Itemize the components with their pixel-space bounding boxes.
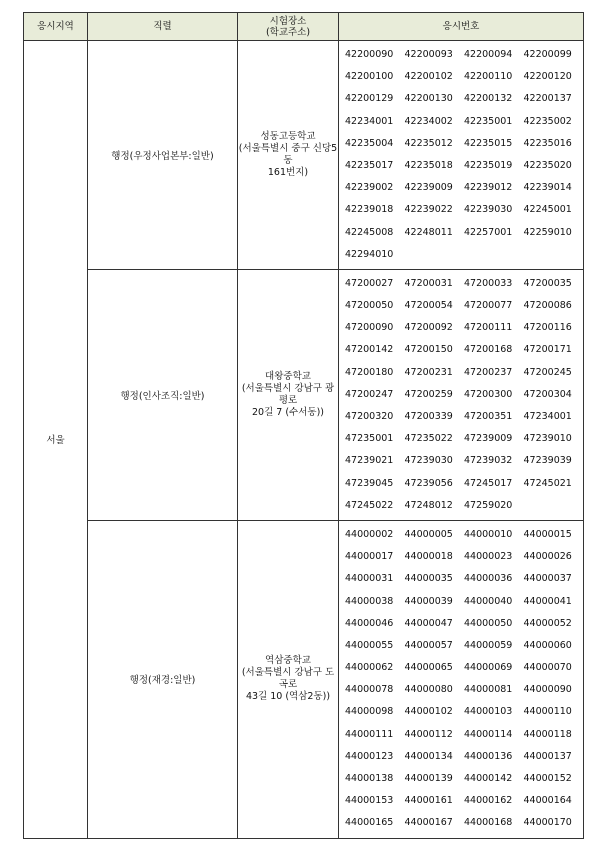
exam-number: 44000052: [523, 617, 572, 629]
exam-number: 47200247: [345, 388, 394, 400]
exam-number: 47200259: [404, 388, 453, 400]
exam-numbers-cell: [339, 41, 584, 270]
exam-number: 47200111: [464, 322, 513, 334]
venue-line: 역삼중학교: [265, 655, 311, 667]
exam-number: 44000023: [464, 551, 513, 563]
exam-number: 42200132: [464, 93, 513, 105]
exam-number: 44000017: [345, 551, 394, 563]
exam-number: 47239032: [464, 455, 513, 467]
header-venue-line2: (학교주소): [265, 26, 311, 38]
exam-number: 42200100: [345, 71, 394, 83]
exam-number: 44000103: [464, 706, 513, 718]
exam-number: 44000102: [404, 706, 453, 718]
exam-number: 44000069: [464, 662, 513, 674]
exam-number: 42200093: [404, 49, 453, 60]
header-venue: [238, 13, 339, 41]
exam-number: 44000161: [404, 795, 453, 807]
exam-number: 44000164: [523, 795, 572, 807]
exam-number: 47200092: [404, 322, 453, 334]
exam-number: 44000168: [464, 817, 513, 829]
exam-number: 44000080: [404, 684, 453, 696]
exam-number: 47239045: [345, 477, 394, 489]
exam-number: 42235017: [345, 159, 394, 171]
exam-number: 42200094: [464, 49, 513, 60]
exam-number: 47200237: [464, 366, 513, 378]
exam-number: 47239056: [404, 477, 453, 489]
exam-number: 42234001: [345, 115, 394, 127]
exam-number: 44000041: [523, 595, 572, 607]
position-cell: 행정(우정사업본부:일반): [88, 41, 238, 270]
exam-number: 47200033: [464, 277, 513, 289]
exam-number: 42200130: [404, 93, 453, 105]
exam-numbers-cell: [339, 520, 584, 838]
exam-number: 44000015: [523, 528, 572, 540]
exam-number: 44000153: [345, 795, 394, 807]
exam-number: 42248011: [404, 226, 453, 238]
exam-number: 42200129: [345, 93, 394, 105]
exam-number: 47235001: [345, 433, 394, 445]
exam-number: 44000057: [404, 639, 453, 651]
exam-number: 42259010: [523, 226, 572, 238]
exam-number: 42235018: [404, 159, 453, 171]
position-cell: 행정(재경:일반): [88, 520, 238, 838]
exam-number: 44000039: [404, 595, 453, 607]
exam-number: 44000162: [464, 795, 513, 807]
exam-number: 44000060: [523, 639, 572, 651]
header-region: 응시지역: [24, 13, 88, 41]
exam-number: 44000134: [404, 750, 453, 762]
exam-number: 42200102: [404, 71, 453, 83]
exam-number: 44000098: [345, 706, 394, 718]
exam-number: 42239012: [464, 182, 513, 194]
exam-number: 47245017: [464, 477, 513, 489]
exam-number: 47234001: [523, 411, 572, 422]
exam-number: 47239039: [523, 455, 572, 467]
exam-number: 42239030: [464, 204, 513, 216]
exam-number: 42235001: [464, 115, 513, 127]
exam-number: 42234002: [404, 115, 453, 127]
exam-number: 47200150: [404, 344, 453, 356]
exam-number: 44000114: [464, 728, 513, 740]
exam-number: 44000110: [523, 706, 572, 718]
exam-number: 44000065: [404, 662, 453, 674]
exam-number: 42235012: [404, 137, 453, 149]
exam-number: 47200171: [523, 344, 572, 356]
exam-number: 47235022: [404, 433, 453, 445]
exam-number: 47200180: [345, 366, 394, 378]
exam-venue-table: [23, 12, 584, 839]
exam-number: 47200035: [523, 277, 572, 289]
venue-cell: [238, 269, 339, 520]
exam-number: 47200320: [345, 411, 394, 422]
exam-number: 47200027: [345, 277, 394, 289]
exam-number: 44000139: [404, 773, 453, 784]
exam-number: 44000035: [404, 573, 453, 585]
exam-number: 47239021: [345, 455, 394, 467]
exam-number: 44000050: [464, 617, 513, 629]
exam-number: 47200086: [523, 300, 572, 312]
exam-number: 42239002: [345, 182, 394, 194]
venue-line: (서울특별시 강남구 광평로: [241, 382, 335, 406]
header-row: [24, 13, 584, 41]
exam-number: 44000055: [345, 639, 394, 651]
exam-number: 47248012: [404, 499, 453, 511]
exam-number: 44000040: [464, 595, 513, 607]
exam-numbers-cell: [339, 269, 584, 520]
exam-number: 44000111: [345, 728, 394, 740]
exam-number-grid: [345, 524, 583, 835]
exam-number: 42239009: [404, 182, 453, 194]
exam-number: 44000002: [345, 528, 394, 540]
exam-number: 44000136: [464, 750, 513, 762]
exam-number: 47239030: [404, 455, 453, 467]
exam-number: 44000170: [523, 817, 572, 829]
exam-number: 47200090: [345, 322, 394, 334]
exam-number: 44000005: [404, 528, 453, 540]
exam-number: 44000165: [345, 817, 394, 829]
table-body: [24, 41, 584, 839]
exam-number: 44000036: [464, 573, 513, 585]
position-cell: 행정(인사조직:일반): [88, 269, 238, 520]
exam-number: 42245001: [523, 204, 572, 216]
venue-cell: [238, 520, 339, 838]
venue-line: (서울특별시 중구 신당5동: [238, 142, 338, 166]
exam-number: 44000038: [345, 595, 394, 607]
exam-number: 44000070: [523, 662, 572, 674]
exam-number: 44000123: [345, 750, 394, 762]
exam-number: 42235002: [523, 115, 572, 127]
exam-number: 44000010: [464, 528, 513, 540]
exam-number: 47239009: [464, 433, 513, 445]
table-row: [24, 41, 584, 270]
exam-number: 44000142: [464, 773, 513, 784]
venue-line: 대왕중학교: [265, 370, 311, 382]
table-row: [24, 269, 584, 520]
exam-number: 42257001: [464, 226, 513, 238]
header-position: 직렬: [88, 13, 238, 41]
venue-line: 20길 7 (수서동)): [252, 406, 324, 418]
exam-number: 44000078: [345, 684, 394, 696]
exam-number: 47200116: [523, 322, 572, 334]
exam-number: 47245021: [523, 477, 572, 489]
exam-number: 44000047: [404, 617, 453, 629]
exam-number: 44000167: [404, 817, 453, 829]
exam-number: 44000059: [464, 639, 513, 651]
region-cell: 서울: [24, 41, 88, 839]
exam-number: 47200245: [523, 366, 572, 378]
exam-number: 42235004: [345, 137, 394, 149]
exam-number: 44000090: [523, 684, 572, 696]
exam-number: 47245022: [345, 499, 394, 511]
exam-number: 42200099: [523, 49, 572, 60]
exam-number: 47200168: [464, 344, 513, 356]
exam-number: 42200120: [523, 71, 572, 83]
venue-line: 43길 10 (역삼2동)): [245, 691, 331, 703]
exam-number: 47200142: [345, 344, 394, 356]
table-row: [24, 520, 584, 838]
exam-number: 42235020: [523, 159, 572, 171]
exam-number: 47200300: [464, 388, 513, 400]
header-venue-line1: 시험장소: [269, 15, 307, 27]
exam-number: 47200351: [464, 411, 513, 422]
exam-number: 42239018: [345, 204, 394, 216]
exam-number: 47200231: [404, 366, 453, 378]
exam-number: 47239010: [523, 433, 572, 445]
exam-number-grid: [345, 273, 583, 517]
exam-assignment-sheet: [23, 12, 584, 839]
header-exam-numbers: 응시번호: [339, 13, 584, 41]
exam-number: 42245008: [345, 226, 394, 238]
exam-number: 42200137: [523, 93, 572, 105]
exam-number: 47259020: [464, 499, 513, 511]
venue-line: 성동고등학교: [260, 130, 316, 142]
venue-line: 161번지): [267, 166, 309, 178]
exam-number: 44000037: [523, 573, 572, 585]
exam-number: 44000026: [523, 551, 572, 563]
exam-number: 44000081: [464, 684, 513, 696]
exam-number: 44000138: [345, 773, 394, 784]
exam-number: 44000137: [523, 750, 572, 762]
exam-number: 44000112: [404, 728, 453, 740]
exam-number: 47200050: [345, 300, 394, 312]
exam-number-grid: [345, 44, 583, 266]
exam-number: 47200077: [464, 300, 513, 312]
exam-number: 42239022: [404, 204, 453, 216]
exam-number: 47200339: [404, 411, 453, 422]
exam-number: 42235015: [464, 137, 513, 149]
exam-number: 47200031: [404, 277, 453, 289]
exam-number: 44000062: [345, 662, 394, 674]
venue-cell: [238, 41, 339, 270]
exam-number: 42239014: [523, 182, 572, 194]
exam-number: 42200090: [345, 49, 394, 60]
exam-number: 47200304: [523, 388, 572, 400]
exam-number: 42235016: [523, 137, 572, 149]
exam-number: 44000031: [345, 573, 394, 585]
exam-number: 42294010: [345, 248, 394, 260]
exam-number: 42235019: [464, 159, 513, 171]
exam-number: 44000118: [523, 728, 572, 740]
exam-number: 44000152: [523, 773, 572, 784]
exam-number: 44000018: [404, 551, 453, 563]
venue-line: (서울특별시 강남구 도곡로: [241, 667, 335, 691]
exam-number: 44000046: [345, 617, 394, 629]
exam-number: 42200110: [464, 71, 513, 83]
exam-number: 47200054: [404, 300, 453, 312]
